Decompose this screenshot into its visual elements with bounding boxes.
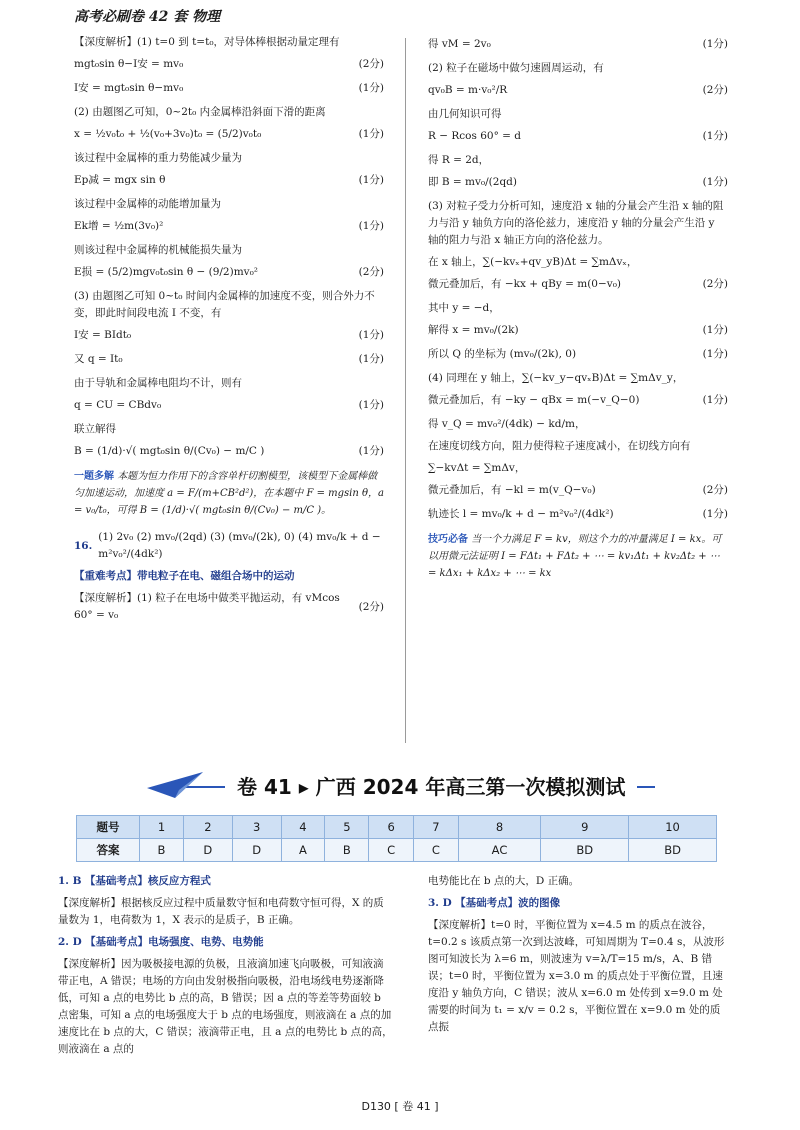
question-number-cell: 9 [541, 816, 629, 839]
solution-line [74, 34, 384, 51]
explanation-paragraph [428, 917, 728, 1036]
solution-line [74, 150, 384, 167]
page-footer: D130 [ 卷 41 ] [361, 1100, 439, 1113]
solution-text: 又 q = It₀ [74, 353, 123, 365]
solution-line [428, 106, 728, 123]
focus-text: 【基础考点】核反应方程式 [84, 875, 211, 887]
solution-line [74, 56, 384, 73]
explanation-paragraph [428, 873, 728, 890]
score-label: (1分) [702, 130, 728, 142]
answer-cell: B [140, 839, 184, 862]
answer-cell: D [183, 839, 232, 862]
solution-line [74, 218, 384, 235]
solution-text: 微元叠加后，有 −kl = m(v_Q−v₀) [428, 484, 596, 496]
question-heading [58, 873, 393, 890]
score-label: (1分) [358, 445, 384, 457]
focus-text: 【基础考点】波的图像 [455, 897, 561, 909]
solution-text: 在速度切线方向，阻力使得粒子速度减小，在切线方向有 [428, 440, 691, 452]
answer-cell: BD [541, 839, 629, 862]
solution-text: Ek增 = ½m(3v₀)² [74, 220, 164, 232]
answer-table-row-numbers [77, 816, 717, 839]
score-label: (2分) [358, 266, 384, 278]
explanation-text: 【深度解析】t=0 时，平衡位置为 x=4.5 m 的质点在波谷，t=0.2 s 该质点第一次到达波峰，可知周期为 T=0.4 s，从波形图可知波长为 λ=6 m，则波速为 v=λ/T=15 m/s，A、B 错误；t=0 时，平衡位置为 x=3.0 m 的质点处于平衡位置，且速度沿 y 轴负方向，C 错误；波从 x=6.0 m 处传到 x=9.0 m 处需要的时间为 t₁ = x/v = 0.2 s，平衡位置在 x=9.0 m 处的质点振 [428, 919, 725, 1033]
solution-text: 解得 x = mv₀/(2k) [428, 324, 519, 336]
answer-table-row-answers [77, 839, 717, 862]
question-number-cell: 10 [629, 816, 717, 839]
answer-cell: B [325, 839, 369, 862]
lower-right-column [428, 873, 728, 1041]
answer-cell: D [232, 839, 281, 862]
score-label: (2分) [358, 600, 384, 613]
solution-text: 【深度解析】(1) 粒子在电场中做类平抛运动，有 vMcos 60° = v₀ [74, 592, 340, 621]
solution-text: (3) 由题图乙可知 0~t₀ 时间内金属棒的加速度不变，则合外力不变，即此时间段电流 I 不变，有 [74, 290, 375, 319]
solution-line [74, 80, 384, 97]
solution-text: 则该过程中金属棒的机械能损失量为 [74, 244, 242, 256]
focus-text: 【基础考点】电场强度、电势、电势能 [85, 936, 264, 948]
page-header: 高考必刷卷 42 套 物理 [74, 9, 221, 25]
left-column [74, 34, 384, 631]
explanation-text: 电势能比在 b 点的大，D 正确。 [428, 875, 580, 887]
solution-line [428, 322, 728, 339]
solution-text: 【深度解析】(1) t=0 到 t=t₀，对导体棒根据动量定理有 [74, 36, 340, 48]
question-number-cell: 3 [232, 816, 281, 839]
solution-line [74, 443, 384, 460]
solution-line [428, 60, 728, 77]
tip-tag: 一题多解 [74, 471, 114, 482]
solution-text: 该过程中金属棒的动能增加量为 [74, 198, 221, 210]
question-16-answers [74, 529, 384, 563]
question-number-cell: 8 [458, 816, 541, 839]
solution-text: 其中 y = −d， [428, 302, 500, 314]
solution-line [428, 416, 728, 433]
solution-line [74, 288, 384, 322]
solution-line [74, 421, 384, 438]
score-label: (1分) [358, 128, 384, 140]
solution-line [74, 104, 384, 121]
answer-table [76, 815, 717, 862]
score-label: (2分) [702, 484, 728, 496]
solution-text: Ep减 = mgx sin θ [74, 174, 166, 186]
solution-line [428, 128, 728, 145]
score-label: (1分) [702, 176, 728, 188]
question-number-cell: 1 [140, 816, 184, 839]
solution-line [74, 172, 384, 189]
lower-left-column [58, 873, 393, 1063]
solution-line [74, 590, 384, 624]
solution-text: 由几何知识可得 [428, 108, 502, 120]
score-label: (1分) [702, 348, 728, 360]
solution-text: 微元叠加后，有 −kx + qBy = m(0−v₀) [428, 278, 622, 290]
question-number: 3. D [428, 897, 452, 909]
solution-text: (2) 由题图乙可知，0~2t₀ 内金属棒沿斜面下滑的距离 [74, 106, 326, 118]
score-label: (2分) [702, 84, 728, 96]
paper-plane-icon [145, 768, 205, 804]
solution-line [74, 351, 384, 368]
explanation-paragraph [58, 895, 393, 929]
answer-table-label: 答案 [77, 839, 140, 862]
tip-skill [428, 531, 728, 582]
question-number-cell: 2 [183, 816, 232, 839]
solution-text: (3) 对粒子受力分析可知，速度沿 x 轴的分量会产生沿 x 轴的阻力与沿 y 轴负方向的洛伦兹力，速度沿 y 轴的分量会产生沿 y 轴的阻力与沿 x 轴正方向的洛伦兹力。 [428, 200, 724, 246]
solution-text: 由于导轨和金属棒电阻均不计，则有 [74, 377, 242, 389]
solution-text: 所以 Q 的坐标为 (mv₀/(2k), 0) [428, 348, 577, 360]
answer-cell: C [414, 839, 459, 862]
question-number: 16. [74, 539, 93, 552]
explanation-paragraph [58, 956, 393, 1058]
solution-line [74, 242, 384, 259]
solution-text: 联立解得 [74, 423, 116, 435]
solution-line [428, 370, 728, 387]
explanation-text: 【深度解析】因为吸极接电源的负极，且液滴加速飞向吸极，可知液滴带正电，A 错误；电场的方向由发射极指向吸极，沿电场线电势逐渐降低，可知 a 点的电势比 b 点的高，B 错误；因 a 点的等差等势面较 b 点密集，可知 a 点的电场强度大于 b 点的电场强度，则液滴在 a 点的加速度比在 b 点的大，C 错误；液滴带正电，且 a 点的电势比 b 点的高，则液滴在 a 点的 [58, 958, 393, 1055]
solution-line [74, 196, 384, 213]
right-column [428, 34, 728, 582]
score-label: (1分) [702, 324, 728, 336]
answer-cell: BD [629, 839, 717, 862]
score-label: (1分) [358, 174, 384, 186]
solution-line [428, 36, 728, 53]
score-label: (2分) [358, 58, 384, 70]
explanation-text: 【深度解析】根据核反应过程中质量数守恒和电荷数守恒可得，X 的质量数为 1，电荷数为 1，X 表示的是质子，B 正确。 [58, 897, 384, 926]
solution-line [74, 126, 384, 143]
solution-line [428, 438, 728, 455]
score-label: (1分) [702, 394, 728, 406]
section-banner [145, 766, 655, 806]
score-label: (2分) [702, 278, 728, 290]
solution-text: ∑−kvΔt = ∑mΔv， [428, 462, 526, 474]
solution-text: E损 = (5/2)mgv₀t₀sin θ − (9/2)mv₀² [74, 266, 259, 278]
question-heading [428, 895, 728, 912]
question-number: 1. B [58, 875, 82, 887]
solution-text: (4) 同理在 y 轴上，∑(−kv_y−qvₓB)Δt = ∑mΔv_y， [428, 372, 684, 384]
solution-text: 该过程中金属棒的重力势能减少量为 [74, 152, 242, 164]
solution-line [74, 375, 384, 392]
solution-text: qv₀B = m·v₀²/R [428, 84, 508, 96]
section-title: 卷 41 ▸ 广西 2024 年高三第一次模拟测试 [225, 771, 637, 800]
answer-table-label: 题号 [77, 816, 140, 839]
question-number: 2. D [58, 936, 82, 948]
score-label: (1分) [358, 329, 384, 341]
question-number-cell: 7 [414, 816, 459, 839]
solution-line [428, 482, 728, 499]
solution-line [74, 327, 384, 344]
solution-text: x = ½v₀t₀ + ½(v₀+3v₀)t₀ = (5/2)v₀t₀ [74, 128, 262, 140]
tip-text: 当一个力满足 F = kv，则这个力的冲量满足 I = kx。可以用微元法证明 I = FΔt₁ + FΔt₂ + ⋯ = kv₁Δt₁ + kv₂Δt₂ + ⋯ = kΔx₁ + kΔx₂ + ⋯ = kx [428, 534, 722, 579]
score-label: (1分) [702, 508, 728, 520]
solution-line [428, 346, 728, 363]
solution-line [428, 506, 728, 523]
tip-text: 本题为恒力作用下的含容单杆切割模型，该模型下金属棒做匀加速运动，加速度 a = F/(m+CB²d²)，在本题中 F = mgsin θ，a = v₀/t₀，可得 B = (1/d)·√( mgt₀sin θ/(Cv₀) − m/C )。 [74, 471, 384, 516]
solution-text: 得 v_Q = mv₀²/(4dk) − kd/m， [428, 418, 586, 430]
solution-text: I安 = BIdt₀ [74, 329, 132, 341]
answer-cell: A [281, 839, 325, 862]
solution-line [428, 254, 728, 271]
solution-text: B = (1/d)·√( mgt₀sin θ/(Cv₀) − m/C ) [74, 445, 265, 457]
tip-tag: 技巧必备 [428, 534, 468, 545]
solution-text: mgt₀sin θ−I安 = mv₀ [74, 58, 184, 70]
solution-text: (2) 粒子在磁场中做匀速圆周运动，有 [428, 62, 604, 74]
question-number-cell: 4 [281, 816, 325, 839]
solution-line [74, 397, 384, 414]
solution-line [428, 392, 728, 409]
solution-text: I安 = mgt₀sin θ−mv₀ [74, 82, 184, 94]
score-label: (1分) [358, 353, 384, 365]
solution-text: 轨迹长 l = mv₀/k + d − m²v₀²/(4dk²) [428, 508, 614, 520]
focus-line [74, 568, 384, 585]
question-number-cell: 6 [369, 816, 414, 839]
solution-line [74, 264, 384, 281]
question-heading [58, 934, 393, 951]
answer-cell: C [369, 839, 414, 862]
question-answers: (1) 2v₀ (2) mv₀/(2qd) (3) (mv₀/(2k), 0) (4) mv₀/k + d − m²v₀²/(4dk²) [98, 531, 381, 560]
solution-line [428, 460, 728, 477]
solution-text: q = CU = CBdv₀ [74, 399, 162, 411]
answer-cell: AC [458, 839, 541, 862]
score-label: (1分) [358, 399, 384, 411]
solution-text: 得 R = 2d， [428, 154, 490, 166]
solution-line [428, 152, 728, 169]
score-label: (1分) [702, 38, 728, 50]
solution-line [428, 276, 728, 293]
solution-text: 即 B = mv₀/(2qd) [428, 176, 517, 188]
solution-text: 微元叠加后，有 −ky − qBx = m(−v_Q−0) [428, 394, 640, 406]
column-divider [405, 38, 406, 743]
solution-line [428, 174, 728, 191]
solution-line [428, 198, 728, 249]
solution-text: R − Rcos 60° = d [428, 130, 522, 142]
solution-line [428, 300, 728, 317]
focus-text: 【重难考点】带电粒子在电、磁组合场中的运动 [74, 570, 295, 582]
solution-text: 在 x 轴上，∑(−kvₓ+qv_yB)Δt = ∑mΔvₓ， [428, 256, 638, 268]
solution-line [428, 82, 728, 99]
solution-text: 得 vM = 2v₀ [428, 38, 491, 50]
question-number-cell: 5 [325, 816, 369, 839]
score-label: (1分) [358, 220, 384, 232]
score-label: (1分) [358, 82, 384, 94]
tip-multi-solution [74, 468, 384, 519]
